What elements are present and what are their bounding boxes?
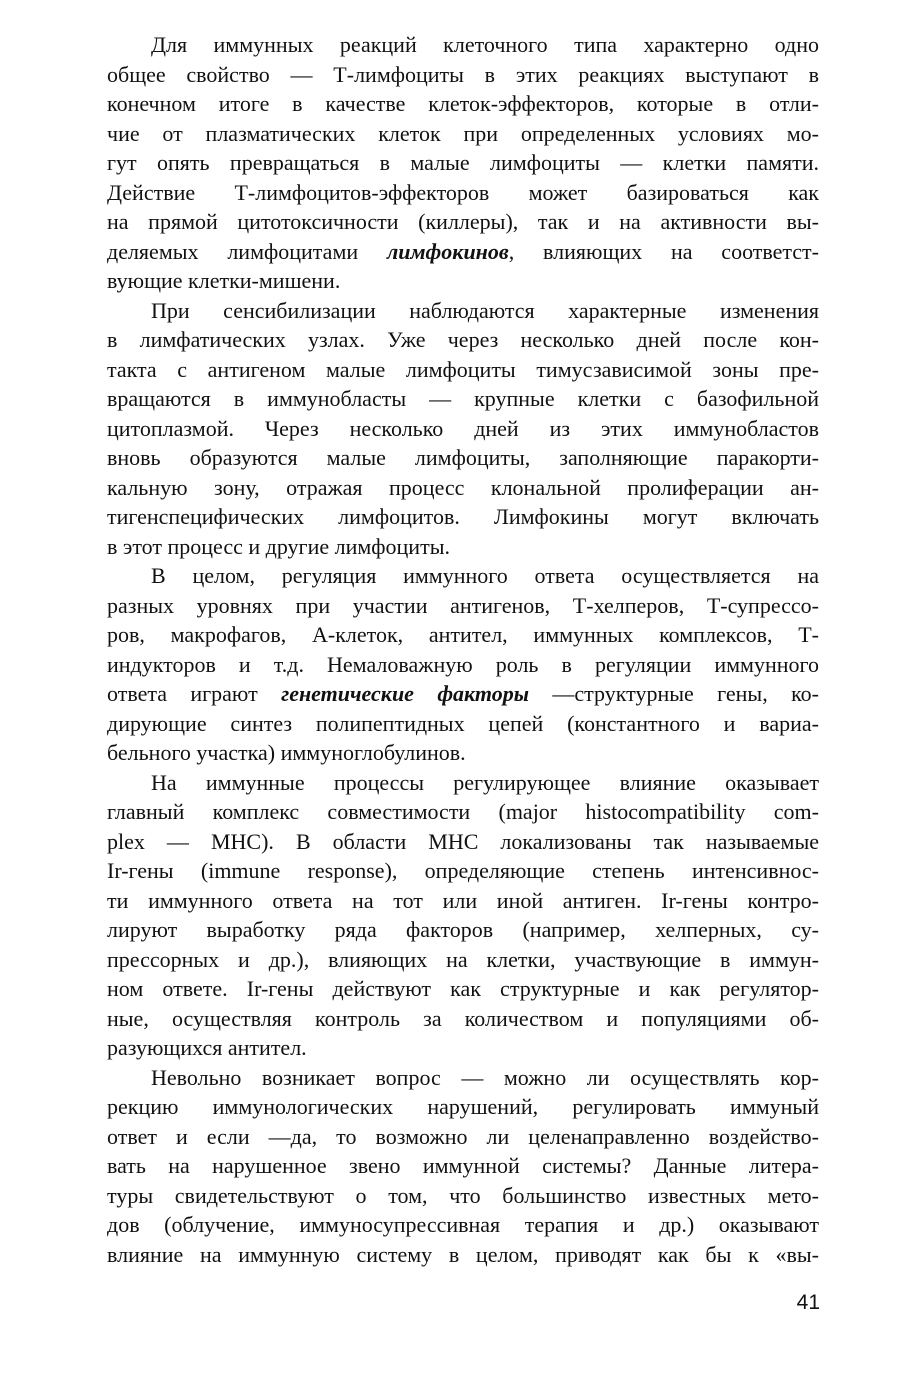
text-run: Для иммунных реакций клеточного типа характерно одно [151, 32, 819, 57]
paragraph [107, 1063, 819, 1270]
text-run: При сенсибилизации наблюдаются характерные изменения [151, 297, 819, 323]
text-line [107, 1181, 819, 1211]
text-run: индукторов и т.д. Немаловажную роль в регуляции иммунного [107, 651, 819, 677]
text-line [107, 443, 819, 473]
text-line [107, 591, 819, 621]
text-run: На иммунные процессы регулирующее влияние оказывает [151, 769, 819, 795]
text-line [107, 414, 819, 444]
text-line [107, 974, 819, 1004]
page-body [107, 30, 819, 1269]
text-line [107, 1063, 819, 1093]
text-run: вращаются в иммунобласты — крупные клетки с базофильной [107, 386, 819, 411]
text-line [107, 915, 819, 945]
text-run: прессорных и др.), влияющих на клетки, участвующие в иммун- [107, 946, 819, 972]
text-run: ные, осуществляя контроль за количеством и популяциями об- [107, 1005, 819, 1031]
text-line [107, 355, 819, 385]
text-run: ти иммунного ответа на тот или иной антиген. Ir-гены контро- [107, 887, 819, 913]
text-run: деляемых лимфоцитами [107, 238, 387, 264]
text-run: цитоплазмой. Через несколько дней из этих иммунобластов [107, 415, 819, 441]
text-line [107, 178, 819, 208]
text-line [107, 1092, 819, 1122]
text-line [107, 89, 819, 119]
text-run: вновь образуются малые лимфоциты, заполняющие паракорти- [107, 445, 819, 470]
text-run: в лимфатических узлах. Уже через несколько дней после кон- [107, 327, 819, 352]
text-run: общее свойство — Т-лимфоциты в этих реакциях выступают в [107, 61, 819, 87]
text-line [107, 325, 819, 355]
text-line [107, 620, 819, 650]
text-line [107, 207, 819, 237]
text-run: в этот процесс и другие лимфоциты. [107, 533, 450, 559]
text-run: , влияющих на соответст- [508, 238, 820, 264]
text-line [107, 1240, 819, 1270]
text-line [107, 797, 819, 827]
text-line [107, 473, 819, 503]
text-run: конечном итоге в качестве клеток-эффекторов, которые в отли- [107, 91, 819, 116]
text-line [107, 1122, 819, 1152]
text-run: разных уровнях при участии антигенов, Т-хелперов, Т-супрессо- [107, 592, 819, 618]
text-run: главный комплекс совместимости (major histocompatibility com- [107, 799, 819, 824]
text-run: Действие Т-лимфоцитов-эффекторов может базироваться как [107, 179, 819, 205]
text-line [107, 148, 819, 178]
text-run: —структурные гены, ко- [529, 681, 819, 706]
text-line [107, 60, 819, 90]
text-run: ров, макрофагов, А-клеток, антител, иммунных комплексов, Т- [107, 622, 819, 647]
text-line [107, 856, 819, 886]
text-run: Ir-гены (immune response), определяющие степень интенсивнос- [107, 858, 819, 883]
text-line [107, 532, 819, 562]
emphasized-term: генетические факторы [281, 681, 530, 706]
text-run: тигенспецифических лимфоцитов. Лимфокины могут включать [107, 504, 819, 529]
text-run: вующие клетки-мишени. [107, 268, 341, 293]
text-line [107, 266, 819, 296]
text-run: кальную зону, отражая процесс клональной пролиферации ан- [107, 474, 819, 500]
text-line [107, 30, 819, 60]
text-run: на прямой цитотоксичности (киллеры), так и на активности вы- [107, 209, 819, 234]
text-run: Невольно возникает вопрос — можно ли осуществлять кор- [151, 1064, 819, 1090]
text-line [107, 886, 819, 916]
text-line [107, 502, 819, 532]
text-line [107, 561, 819, 591]
text-line [107, 1151, 819, 1181]
text-line [107, 945, 819, 975]
text-line [107, 1210, 819, 1240]
text-line [107, 709, 819, 739]
text-run: чие от плазматических клеток при определенных условиях мо- [107, 120, 819, 146]
text-line [107, 237, 819, 267]
text-line [107, 650, 819, 680]
text-run: рекцию иммунологических нарушений, регулировать иммуный [107, 1094, 819, 1119]
text-run: бельного участка) иммуноглобулинов. [107, 740, 466, 765]
text-run: гут опять превращаться в малые лимфоциты — клетки памяти. [107, 150, 819, 175]
text-run: ном ответе. Ir-гены действуют как структурные и как регулятор- [107, 976, 819, 1001]
text-line [107, 679, 819, 709]
text-run: plex — МНС). В области МНС локализованы так называемые [107, 828, 819, 854]
text-line [107, 119, 819, 149]
emphasized-term: лимфокинов [386, 238, 509, 264]
text-run: вать на нарушенное звено иммунной системы? Данные литера- [107, 1153, 819, 1178]
text-run: разующихся антител. [107, 1035, 307, 1060]
text-line [107, 296, 819, 326]
paragraph [107, 30, 819, 296]
page-number: 41 [796, 1291, 820, 1314]
paragraph [107, 296, 819, 562]
text-run: дирующие синтез полипептидных цепей (константного и вариа- [107, 710, 819, 736]
paragraph [107, 768, 819, 1063]
text-run: лируют выработку ряда факторов (например, хелперных, су- [107, 917, 819, 942]
text-run: ответа играют [107, 681, 282, 706]
text-run: туры свидетельствуют о том, что большинство известных мето- [107, 1182, 819, 1208]
text-run: ответ и если —да, то возможно ли целенаправленно воздейство- [107, 1123, 819, 1149]
text-run: В целом, регуляция иммунного ответа осуществляется на [151, 563, 819, 588]
text-line [107, 1004, 819, 1034]
paragraph [107, 561, 819, 768]
text-line [107, 827, 819, 857]
text-line [107, 1033, 819, 1063]
text-line [107, 738, 819, 768]
text-run: влияние на иммунную систему в целом, приводят как бы к «вы- [107, 1241, 819, 1267]
text-run: такта с антигеном малые лимфоциты тимусзависимой зоны пре- [107, 356, 819, 382]
text-line [107, 384, 819, 414]
text-line [107, 768, 819, 798]
text-run: дов (облучение, иммуносупрессивная терапия и др.) оказывают [107, 1212, 819, 1237]
